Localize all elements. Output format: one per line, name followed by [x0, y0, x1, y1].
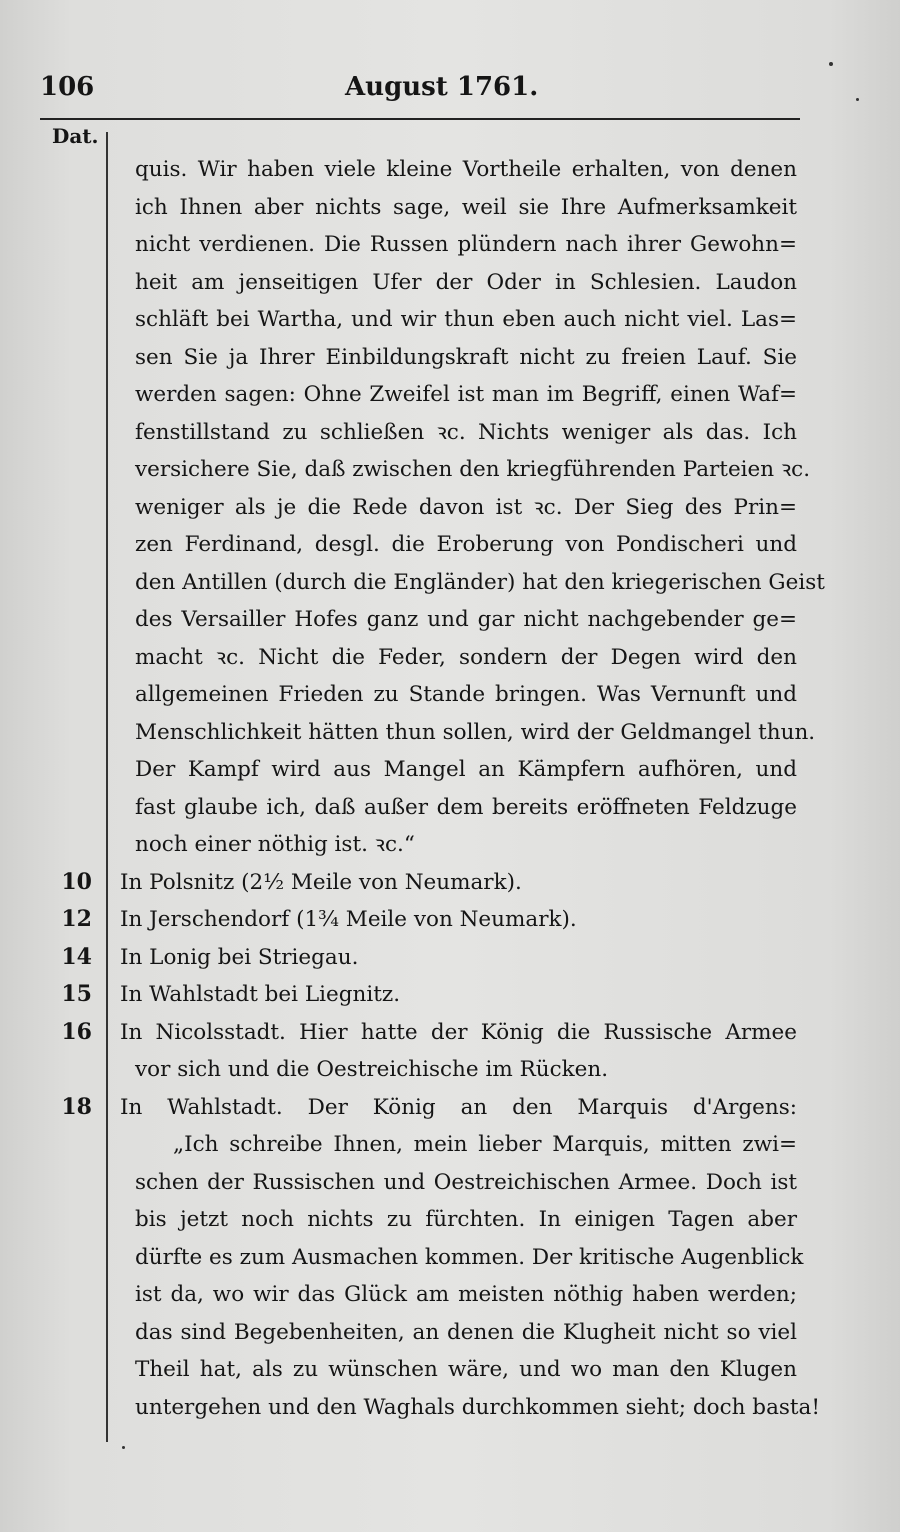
entry-text: In Nicolsstadt. Hier hatte der König die Russische Armee [120, 1019, 797, 1045]
line-text: weniger als je die Rede davon ist ꝛc. Der Sieg des Prin= [135, 494, 797, 520]
page-number: 106 [40, 72, 95, 102]
text-line [0, 1276, 900, 1314]
text-line [0, 564, 900, 602]
text-line [0, 1351, 900, 1389]
line-text: das sind Begebenheiten, an denen die Klugheit nicht so viel [135, 1319, 797, 1345]
header-rule [40, 118, 800, 120]
text-line [0, 1126, 900, 1164]
print-speck [829, 62, 833, 66]
entry-date: 10 [61, 868, 92, 895]
entry-line [0, 976, 900, 1014]
text-line [0, 301, 900, 339]
text-line [0, 151, 900, 189]
line-text: ich Ihnen aber nichts sage, weil sie Ihre Aufmerksamkeit [135, 194, 797, 220]
entry-text: In Wahlstadt bei Liegnitz. [120, 982, 401, 1007]
text-line [0, 451, 900, 489]
text-line [0, 339, 900, 377]
text-line [0, 789, 900, 827]
entry-text: In Wahlstadt. Der König an den Marquis d'Argens: [120, 1094, 797, 1120]
running-header [0, 70, 900, 110]
line-text: werden sagen: Ohne Zweifel ist man im Begriff, einen Waf= [135, 382, 797, 407]
line-text: Theil hat, als zu wünschen wäre, und wo man den Klugen [135, 1357, 797, 1382]
page-title: August 1761. [345, 72, 539, 102]
text-line [0, 1389, 900, 1427]
line-text: Menschlichkeit hätten thun sollen, wird der Geldmangel thun. [135, 719, 816, 745]
text-line [0, 1239, 900, 1277]
entry-line [0, 1089, 900, 1127]
line-text: macht ꝛc. Nicht die Feder, sondern der Degen wird den [135, 644, 797, 670]
entry-date: 18 [61, 1093, 92, 1120]
print-speck [122, 1446, 125, 1449]
line-text: heit am jenseitigen Ufer der Oder in Schlesien. Laudon [135, 269, 797, 295]
text-body [0, 151, 900, 1426]
line-text: „Ich schreibe Ihnen, mein lieber Marquis, mitten zwi= [173, 1132, 797, 1157]
line-text: sen Sie ja Ihrer Einbildungskraft nicht zu freien Lauf. Sie [135, 344, 797, 370]
entry-text: In Polsnitz (2½ Meile von Neumark). [120, 869, 522, 895]
line-text: vor sich und die Oestreichische im Rücken. [135, 1057, 609, 1082]
text-line [0, 1051, 900, 1089]
line-text: des Versailler Hofes ganz und gar nicht nachgebender ge= [135, 607, 797, 632]
line-text: schen der Russischen und Oestreichischen Armee. Doch ist [135, 1169, 797, 1195]
line-text: bis jetzt noch nichts zu fürchten. In einigen Tagen aber [135, 1207, 797, 1232]
print-speck [856, 98, 859, 101]
text-line [0, 489, 900, 527]
text-line [0, 226, 900, 264]
line-text: fast glaube ich, daß außer dem bereits eröffneten Feldzuge [135, 794, 797, 820]
entry-line [0, 939, 900, 977]
text-line [0, 376, 900, 414]
text-line [0, 1314, 900, 1352]
text-line [0, 526, 900, 564]
text-line [0, 826, 900, 864]
entry-line [0, 864, 900, 902]
entry-line [0, 901, 900, 939]
line-text: quis. Wir haben viele kleine Vortheile erhalten, von denen [135, 157, 797, 182]
entry-text: In Lonig bei Striegau. [120, 944, 359, 970]
line-text: dürfte es zum Ausmachen kommen. Der kritische Augenblick [135, 1244, 804, 1270]
text-line [0, 414, 900, 452]
date-column-label: Dat. [52, 124, 99, 148]
text-line [0, 714, 900, 752]
line-text: schläft bei Wartha, und wir thun eben auch nicht viel. Las= [135, 307, 797, 332]
line-text: ist da, wo wir das Glück am meisten nöthig haben werden; [135, 1282, 797, 1307]
entry-date: 16 [61, 1018, 92, 1045]
line-text: versichere Sie, daß zwischen den kriegführenden Parteien ꝛc. [135, 457, 811, 482]
line-text: fenstillstand zu schließen ꝛc. Nichts weniger als das. Ich [135, 419, 797, 445]
line-text: untergehen und den Waghals durchkommen sieht; doch basta! [135, 1394, 821, 1420]
entry-line [0, 1014, 900, 1052]
text-line [0, 601, 900, 639]
text-line [0, 1164, 900, 1202]
entry-date: 12 [61, 906, 92, 932]
text-line [0, 751, 900, 789]
entry-text: In Jerschendorf (1¾ Meile von Neumark). [120, 907, 577, 932]
line-text: zen Ferdinand, desgl. die Eroberung von Pondischeri und [135, 532, 797, 557]
text-line [0, 676, 900, 714]
line-text: allgemeinen Frieden zu Stande bringen. Was Vernunft und [135, 682, 797, 707]
text-line [0, 264, 900, 302]
line-text: den Antillen (durch die Engländer) hat den kriegerischen Geist [135, 569, 825, 595]
text-line [0, 1201, 900, 1239]
text-line [0, 189, 900, 227]
text-line [0, 639, 900, 677]
line-text: Der Kampf wird aus Mangel an Kämpfern aufhören, und [135, 757, 797, 782]
line-text: nicht verdienen. Die Russen plündern nach ihrer Gewohn= [135, 232, 797, 257]
line-text: noch einer nöthig ist. ꝛc.“ [135, 832, 415, 857]
entry-date: 15 [61, 981, 92, 1007]
entry-date: 14 [61, 943, 92, 970]
